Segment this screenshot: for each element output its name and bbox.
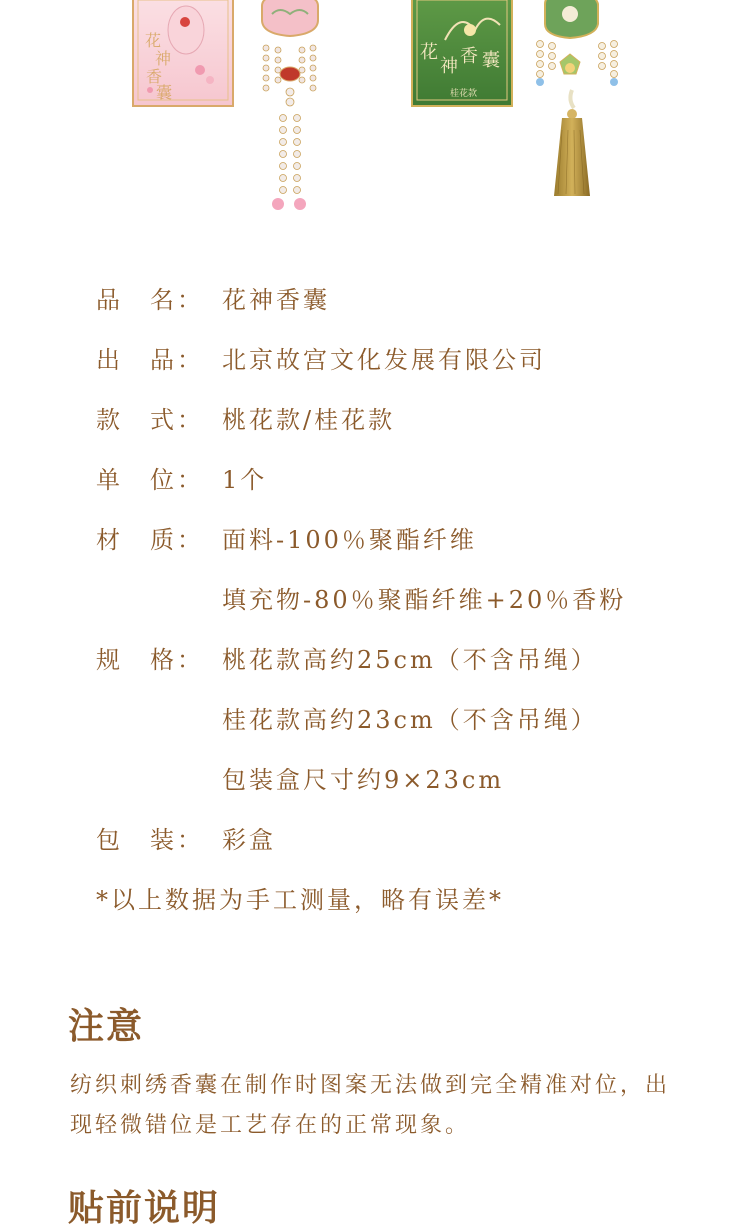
spec-value-package: 彩盒 <box>222 826 276 854</box>
spec-label-package: 包 装： <box>96 826 204 854</box>
spec-value-size-box: 包装盒尺寸约9×23cm <box>222 766 505 794</box>
spec-label-maker: 出 品： <box>96 346 204 374</box>
spec-label-style: 款 式： <box>96 406 204 434</box>
spec-value-material-filling: 填充物-80％聚酯纤维+20％香粉 <box>222 586 627 614</box>
peach-gift-box <box>133 0 233 106</box>
measurement-note: *以上数据为手工测量，略有误差* <box>96 886 504 914</box>
spec-row-name <box>96 282 330 318</box>
spec-label-name: 品 名： <box>96 286 204 314</box>
next-section-title: 贴前说明 <box>68 1187 221 1229</box>
spec-value-name: 花神香囊 <box>222 286 330 314</box>
osmanthus-sachet <box>536 0 618 196</box>
spec-value-maker: 北京故宫文化发展有限公司 <box>222 346 546 374</box>
spec-value-unit: 1个 <box>222 466 268 494</box>
spec-value-size-osmanthus: 桂花款高约23cm（不含吊绳） <box>222 706 598 734</box>
osmanthus-box-subtitle: 桂花款 <box>450 89 478 99</box>
product-photos <box>0 0 750 230</box>
peach-box-title: 花神香囊 <box>145 31 173 102</box>
notice-title: 注意 <box>68 1005 145 1047</box>
spec-value-material: 面料-100％聚酯纤维 <box>222 526 477 554</box>
peach-sachet <box>262 0 318 210</box>
spec-row-material <box>96 522 477 558</box>
notice-text: 纺织刺绣香囊在制作时图案无法做到完全精准对位，出现轻微错位是工艺存在的正常现象。 <box>70 1073 671 1138</box>
spec-label-size: 规 格： <box>96 646 204 674</box>
spec-row-maker <box>96 342 546 378</box>
spec-row-unit <box>96 462 267 498</box>
spec-label-unit: 单 位： <box>96 466 204 494</box>
spec-value-style: 桃花款/桂花款 <box>222 406 396 434</box>
spec-label-material: 材 质： <box>96 526 204 554</box>
spec-row-style <box>96 402 395 438</box>
spec-row-size <box>96 642 598 678</box>
osmanthus-box-title: 花神 香 囊 <box>420 42 500 77</box>
spec-row-package <box>96 822 276 858</box>
osmanthus-gift-box <box>412 0 512 106</box>
spec-value-size-peach: 桃花款高约25cm（不含吊绳） <box>222 646 598 674</box>
